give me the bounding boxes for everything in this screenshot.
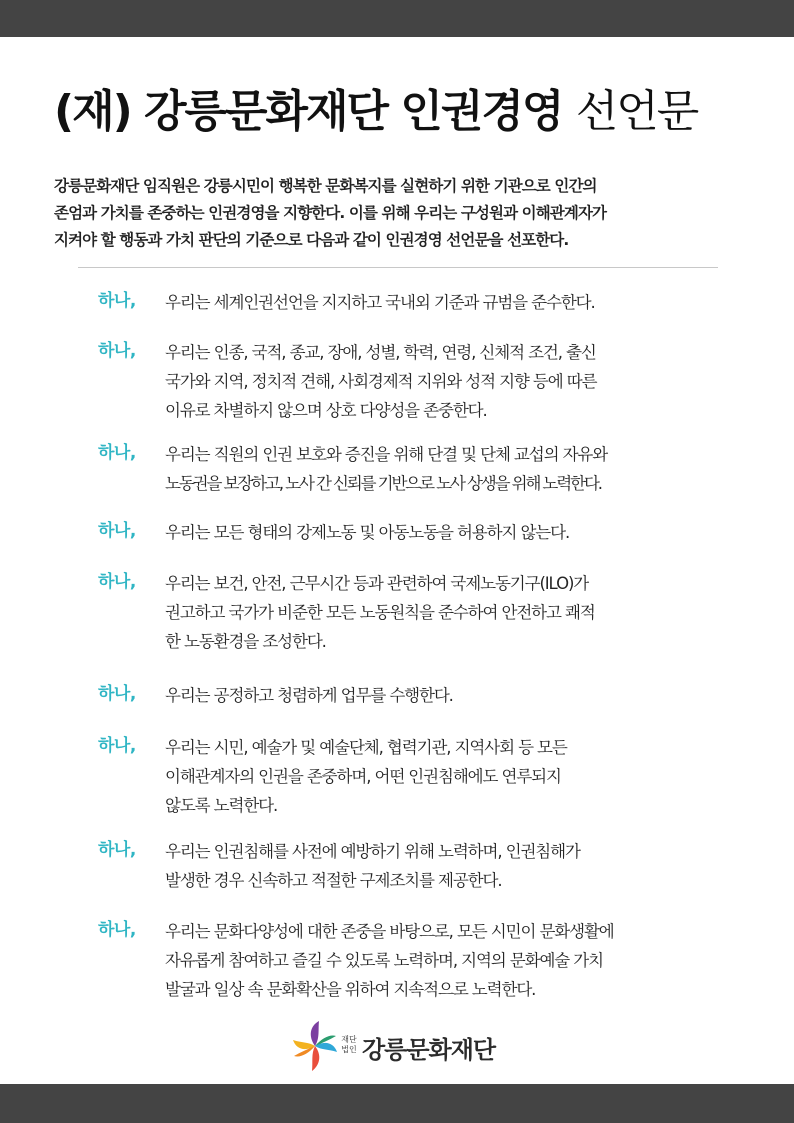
- logo-subtitle: 재단 법인: [341, 1035, 357, 1054]
- item-marker: 하나,: [98, 521, 136, 541]
- item-text: 우리는 인종, 국적, 종교, 장애, 성별, 학력, 연령, 신체적 조건, 출신 국가와 지역, 정치적 견해, 사회경제적 지위와 성적 지향 등에 따른 이유로 차별하지 않으며 상호 다양성을 존중한다.: [165, 343, 597, 420]
- page-title: (재) 강릉문화재단 인권경영 선언문: [54, 86, 698, 137]
- item-marker: 하나,: [98, 291, 136, 311]
- intro-line: 강릉문화재단 임직원은 강릉시민이 행복한 문화복지를 실현하기 위한 기관으로 인간의: [54, 177, 597, 195]
- divider: [78, 267, 718, 268]
- pinwheel-logo-icon: [292, 1018, 338, 1074]
- item-marker: 하나,: [98, 341, 136, 361]
- item-text: 우리는 세계인권선언을 지지하고 국내외 기준과 규범을 준수한다.: [165, 293, 595, 312]
- item-marker: 하나,: [98, 572, 136, 592]
- logo-name: 강릉문화재단: [362, 1036, 496, 1064]
- intro-line: 지켜야 할 행동과 가치 판단의 기준으로 다음과 같이 인권경영 선언문을 선포한다.: [54, 231, 569, 249]
- item-marker: 하나,: [98, 920, 136, 940]
- foundation-logo: [292, 1018, 512, 1074]
- item-text: 우리는 직원의 인권 보호와 증진을 위해 단결 및 단체 교섭의 자유와 노동권을 보장하고, 노사 간 신뢰를 기반으로 노사 상생을 위해 노력한다.: [165, 445, 608, 493]
- item-marker: 하나,: [98, 443, 136, 463]
- item-text: 우리는 모든 형태의 강제노동 및 아동노동을 허용하지 않는다.: [165, 523, 570, 542]
- item-text: 우리는 문화다양성에 대한 존중을 바탕으로, 모든 시민이 문화생활에 자유롭게 참여하고 즐길 수 있도록 노력하며, 지역의 문화예술 가치 발굴과 일상 속 문화확산을 위하여 지속적으로 노력한다.: [165, 922, 614, 999]
- item-text: 우리는 인권침해를 사전에 예방하기 위해 노력하며, 인권침해가 발생한 경우 신속하고 적절한 구제조치를 제공한다.: [165, 842, 580, 890]
- item-marker: 하나,: [98, 736, 136, 756]
- bottom-band: [0, 1084, 794, 1123]
- top-band: [0, 0, 794, 37]
- intro-paragraph: [54, 173, 754, 254]
- item-marker: 하나,: [98, 840, 136, 860]
- item-marker: 하나,: [98, 684, 136, 704]
- item-text: 우리는 시민, 예술가 및 예술단체, 협력기관, 지역사회 등 모든 이해관계자의 인권을 존중하며, 어떤 인권침해에도 연루되지 않도록 노력한다.: [165, 738, 567, 815]
- item-text: 우리는 공정하고 청렴하게 업무를 수행한다.: [165, 686, 453, 705]
- item-text: 우리는 보건, 안전, 근무시간 등과 관련하여 국제노동기구(ILO)가 권고하고 국가가 비준한 모든 노동원칙을 준수하여 안전하고 쾌적 한 노동환경을 조성한다.: [165, 574, 595, 651]
- intro-line: 존엄과 가치를 존중하는 인권경영을 지향한다. 이를 위해 우리는 구성원과 이해관계자가: [54, 204, 607, 222]
